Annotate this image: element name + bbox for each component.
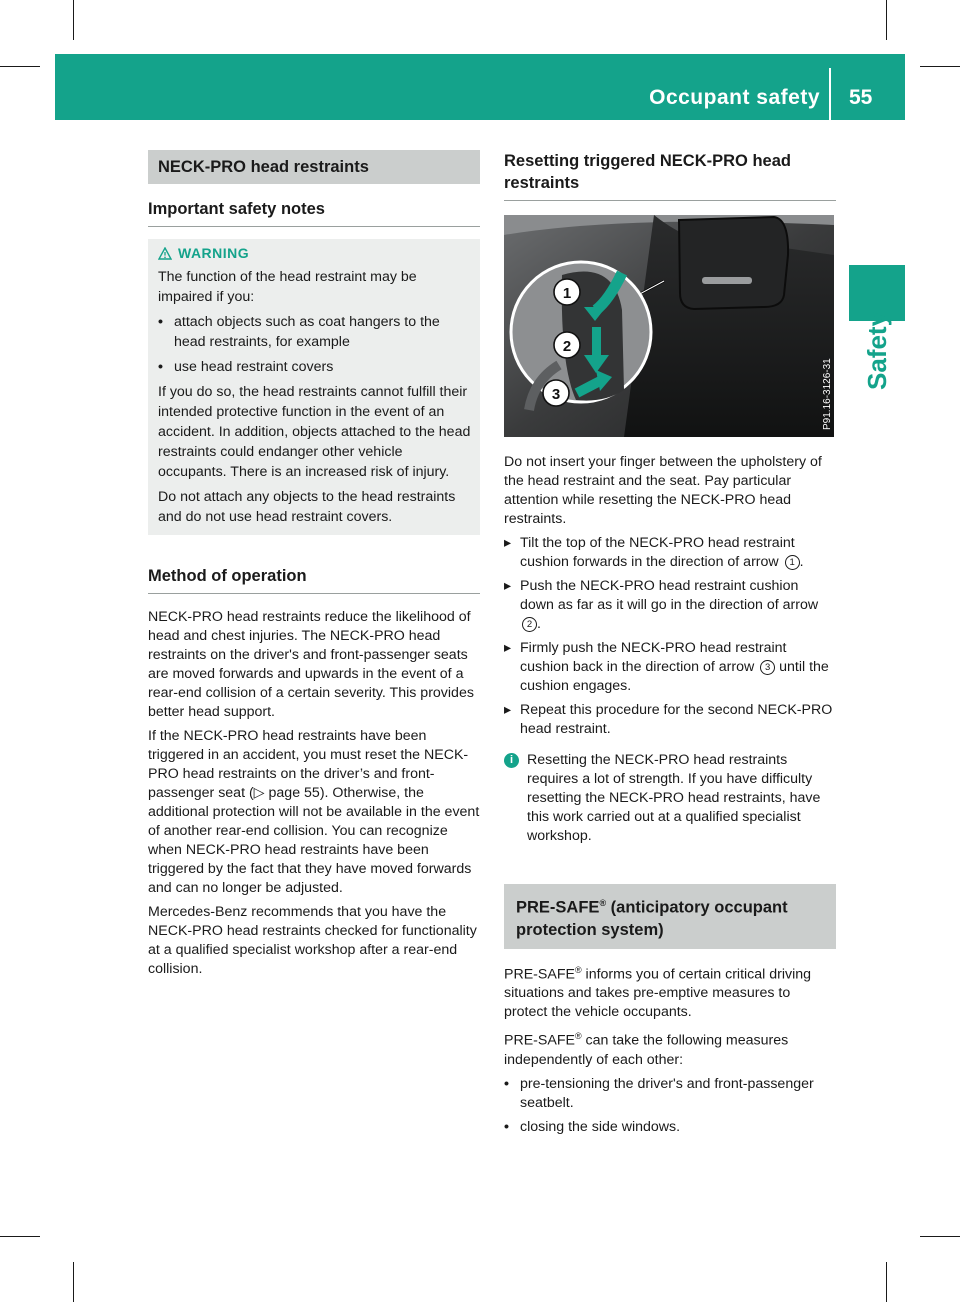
presafe-paragraph: PRE-SAFE® informs you of certain critical driving situations and takes pre-emptive measures to protect the vehicle occupants. — [504, 964, 812, 1021]
crop-mark — [886, 1262, 887, 1302]
info-note — [504, 751, 836, 846]
crop-mark — [920, 1236, 960, 1237]
photo-code: P91.16-3126-31 — [822, 358, 833, 430]
side-tab-label: Safety — [862, 311, 892, 390]
presafe-bullet — [504, 1075, 836, 1113]
info-text: Resetting the NECK-PRO head restraints requires a lot of strength. If you have difficulty resetting the NECK-PRO head restraints, have this work carried out at a qualified specialist workshop. — [527, 752, 821, 844]
step-item — [504, 701, 836, 739]
bullet-icon: • — [504, 1118, 509, 1135]
warning-paragraph: If you do so, the head restraints cannot fulfill their intended protective function in the event of an accident. In addition, objects attached to the head restraints could endanger other vehicle occupants. There is an increased risk of injury. — [158, 384, 471, 480]
method-paragraph: NECK-PRO head restraints reduce the likelihood of head and chest injuries. The NECK-PRO head restraints on the driver's and front-passenger seats are moved forwards and upwards in the event of a rear-end collision of a certain severity. This provides better head support. — [148, 609, 474, 720]
marker-1-label: 1 — [562, 285, 572, 302]
subsection-title: Important safety notes — [148, 198, 480, 227]
presafe-bullet — [504, 1118, 836, 1137]
ref-circle: 1 — [785, 555, 800, 570]
header-title: Occupant safety — [649, 86, 820, 109]
warning-paragraph: Do not attach any objects to the head restraints and do not use head restraint covers. — [158, 489, 456, 525]
warning-heading — [158, 245, 472, 261]
trigger-release-bar — [702, 277, 752, 284]
warning-label: WARNING — [178, 245, 250, 261]
warning-box — [148, 239, 480, 535]
crop-mark — [73, 1262, 74, 1302]
ref-circle: 3 — [760, 660, 775, 675]
warning-bullet — [158, 312, 472, 352]
crop-mark — [920, 66, 960, 67]
warning-bullet-text: use head restraint covers — [174, 359, 334, 375]
step-item — [504, 534, 836, 572]
method-body — [148, 608, 480, 979]
presafe-bullet-text: closing the side windows. — [520, 1118, 681, 1135]
presafe-bullet-text: pre-tensioning the driver's and front-passenger seatbelt. — [520, 1075, 814, 1111]
warning-triangle-icon — [158, 247, 172, 260]
crop-mark — [73, 0, 74, 40]
step-item — [504, 577, 836, 634]
step-arrow-icon: ▸ — [504, 535, 512, 551]
arrow-2-icon — [592, 327, 601, 357]
step-arrow-icon: ▸ — [504, 702, 512, 718]
warning-bullet — [158, 357, 472, 377]
info-icon: i — [504, 753, 519, 768]
crop-mark — [0, 1236, 40, 1237]
step-text: Repeat this procedure for the second NECK-PRO head restraint. — [520, 702, 833, 737]
bullet-icon: • — [158, 314, 163, 330]
crop-mark — [0, 66, 40, 67]
section-title: NECK-PRO head restraints — [148, 150, 480, 184]
method-paragraph: Mercedes-Benz recommends that you have the NECK-PRO head restraints checked for functionality at a qualified specialist workshop after a rear-end collision. — [148, 904, 477, 977]
head-restraint-illustration — [504, 215, 834, 437]
step-arrow-icon: ▸ — [504, 640, 512, 656]
bullet-icon: • — [158, 359, 163, 375]
method-paragraph: If the NECK-PRO head restraints have been triggered in an accident, you must reset the NECK-PRO head restraints on the driver’s and front-passenger seat (▷ page 55). Otherwise, the additional protection will not be available in the event of another rear-end collision. You can recognize when NECK-PRO head restraints have been triggered by the fact that they have moved forwards and can no longer be adjusted. — [148, 728, 480, 896]
reset-body — [504, 453, 836, 739]
step-text: Firmly push the NECK-PRO head restraint cushion back in the direction of arrow 3 until the cushion engages. — [520, 640, 829, 694]
crop-mark — [886, 0, 887, 40]
step-item — [504, 639, 836, 696]
bullet-icon: • — [504, 1075, 509, 1092]
presafe-title: PRE-SAFE® (anticipatory occupant protection system) — [504, 884, 836, 949]
left-column — [148, 150, 480, 984]
reset-title: Resetting triggered NECK-PRO head restraints — [504, 150, 836, 201]
step-arrow-icon: ▸ — [504, 578, 512, 594]
right-column — [504, 150, 836, 1142]
marker-3-label: 3 — [551, 386, 561, 403]
page-number: 55 — [849, 86, 873, 109]
marker-2-label: 2 — [562, 338, 572, 355]
presafe-paragraph: PRE-SAFE® can take the following measures independently of each other: — [504, 1031, 789, 1068]
method-title: Method of operation — [148, 565, 480, 594]
step-text: Tilt the top of the NECK-PRO head restraint cushion forwards in the direction of arrow 1 . — [520, 535, 804, 570]
reset-intro: Do not insert your finger between the upholstery of the head restraint and the seat. Pay particular attention while resetting the NECK-PRO head restraints. — [504, 454, 822, 527]
presafe-body — [504, 961, 836, 1137]
ref-circle: 2 — [522, 617, 537, 632]
head-restraint-photo — [504, 215, 834, 437]
header-separator — [829, 68, 831, 120]
warning-intro: The function of the head restraint may be impaired if you: — [158, 269, 417, 305]
step-text: Push the NECK-PRO head restraint cushion down as far as it will go in the direction of arrow 2 . — [520, 578, 819, 632]
warning-bullet-text: attach objects such as coat hangers to the head restraints, for example — [174, 314, 440, 350]
